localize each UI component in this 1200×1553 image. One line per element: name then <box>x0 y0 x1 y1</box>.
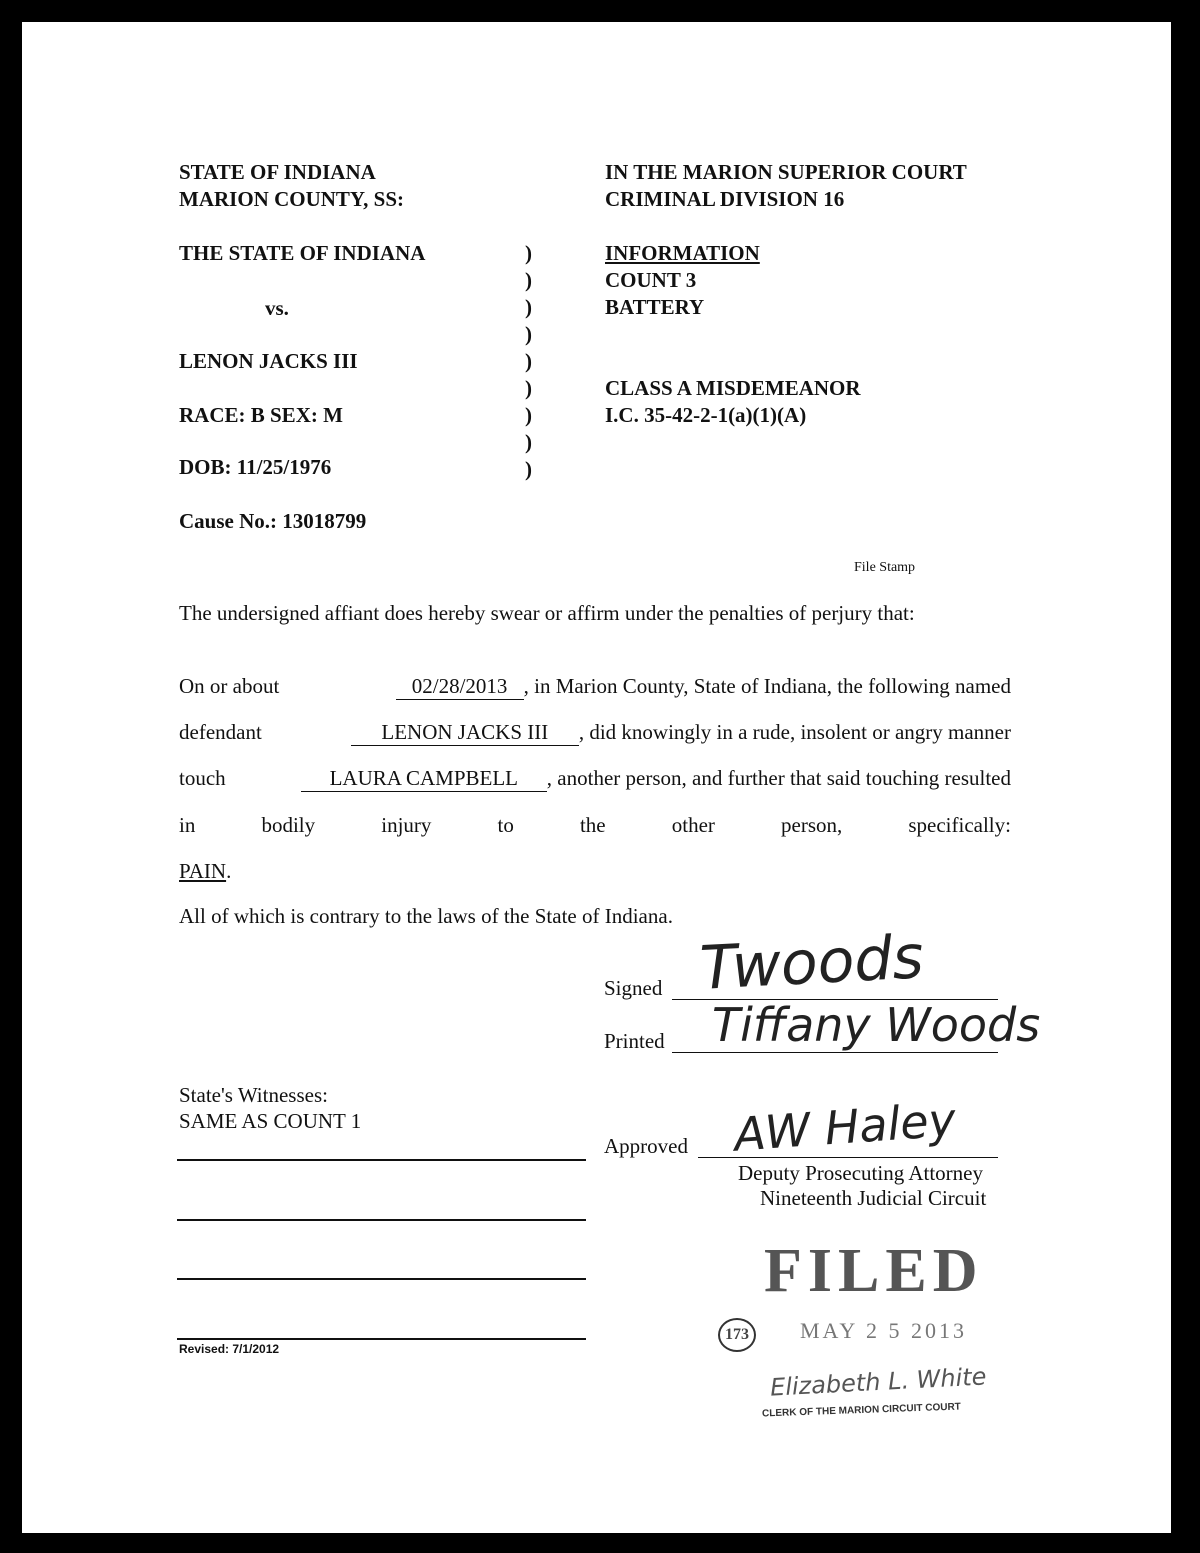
body-line-2 <box>179 720 1011 746</box>
filed-stamp-number: 173 <box>718 1318 756 1352</box>
body-text: defendant <box>179 720 262 744</box>
printed-line <box>672 1052 998 1053</box>
offense-date: 02/28/2013 <box>396 674 524 700</box>
body-word: other <box>671 813 715 837</box>
affiant-printed-name: Tiffany Woods <box>712 998 1041 1052</box>
footer-rule <box>177 1338 586 1340</box>
witness-line <box>177 1219 586 1221</box>
defendant-name: LENON JACKS III <box>179 349 358 373</box>
race-sex: RACE: B SEX: M <box>179 403 343 427</box>
plaintiff: THE STATE OF INDIANA <box>179 241 426 265</box>
caption-paren: ) <box>525 295 532 319</box>
approved-label: Approved <box>604 1134 688 1158</box>
witness-line <box>177 1159 586 1161</box>
filed-stamp-date: MAY 2 5 2013 <box>800 1318 968 1343</box>
caption-paren: ) <box>525 322 532 346</box>
body-word: specifically: <box>908 813 1011 837</box>
body-text: On or about <box>179 674 280 698</box>
body-word: injury <box>381 813 432 837</box>
document-page <box>22 22 1171 1533</box>
caption-paren: ) <box>525 376 532 400</box>
date-of-birth: DOB: 11/25/1976 <box>179 455 332 479</box>
caption-paren: ) <box>525 268 532 292</box>
code-label: I.C. 35-42-2-1(a)(1)(A) <box>605 403 807 427</box>
body-word: person, <box>781 813 843 837</box>
body-line-4 <box>179 813 1011 838</box>
count-label: COUNT 3 <box>605 268 697 292</box>
body-line-1 <box>179 674 1011 700</box>
witnesses-label: State's Witnesses: <box>179 1083 328 1107</box>
caption-paren: ) <box>525 457 532 481</box>
state-heading: STATE OF INDIANA <box>179 160 376 184</box>
victim-blank: LAURA CAMPBELL <box>301 766 547 792</box>
clerk-signature: Elizabeth L. White <box>769 1362 988 1402</box>
approver-circuit: Nineteenth Judicial Circuit <box>760 1186 987 1210</box>
oath-text: The undersigned affiant does hereby swear or affirm under the penalties of perjury that: <box>179 601 915 625</box>
body-word: in <box>179 813 196 837</box>
body-text: , in Marion County, State of Indiana, the following named <box>523 674 1011 698</box>
closing-text: All of which is contrary to the laws of the State of Indiana. <box>179 904 673 928</box>
caption-paren: ) <box>525 403 532 427</box>
injury-value: PAIN <box>179 859 227 883</box>
approver-title: Deputy Prosecuting Attorney <box>738 1161 983 1185</box>
body-text: , did knowingly in a rude, insolent or angry manner <box>578 720 1011 744</box>
cause-number: Cause No.: 13018799 <box>179 509 367 533</box>
body-word: bodily <box>261 813 316 837</box>
body-text: , another person, and further that said touching resulted <box>546 766 1011 790</box>
witness-line <box>177 1278 586 1280</box>
body-line-3 <box>179 766 1011 792</box>
defendant-blank: LENON JACKS III <box>351 720 579 746</box>
division-heading: CRIMINAL DIVISION 16 <box>605 187 845 211</box>
class-label: CLASS A MISDEMEANOR <box>605 376 861 400</box>
signed-label: Signed <box>604 976 663 1000</box>
court-heading: IN THE MARION SUPERIOR COURT <box>605 160 967 184</box>
caption-paren: ) <box>525 241 532 265</box>
filed-stamp-word: FILED <box>764 1237 984 1305</box>
county-heading: MARION COUNTY, SS: <box>179 187 405 211</box>
caption-paren: ) <box>525 430 532 454</box>
body-text: . <box>226 859 232 883</box>
affiant-signature: Twoods <box>698 922 926 1004</box>
witnesses-value: SAME AS COUNT 1 <box>179 1109 362 1133</box>
revised-note: Revised: 7/1/2012 <box>179 1342 280 1356</box>
file-stamp-label: File Stamp <box>854 560 916 575</box>
offense-label: BATTERY <box>605 295 705 319</box>
caption-paren: ) <box>525 349 532 373</box>
printed-label: Printed <box>604 1029 665 1053</box>
body-text: touch <box>179 766 226 790</box>
versus: vs. <box>265 296 289 320</box>
clerk-title: CLERK OF THE MARION CIRCUIT COURT <box>761 1401 962 1420</box>
injury-line <box>179 859 231 884</box>
body-word: to <box>497 813 514 837</box>
body-word: the <box>579 813 606 837</box>
information-heading: INFORMATION <box>605 241 760 265</box>
approver-signature: AW Haley <box>732 1092 958 1162</box>
